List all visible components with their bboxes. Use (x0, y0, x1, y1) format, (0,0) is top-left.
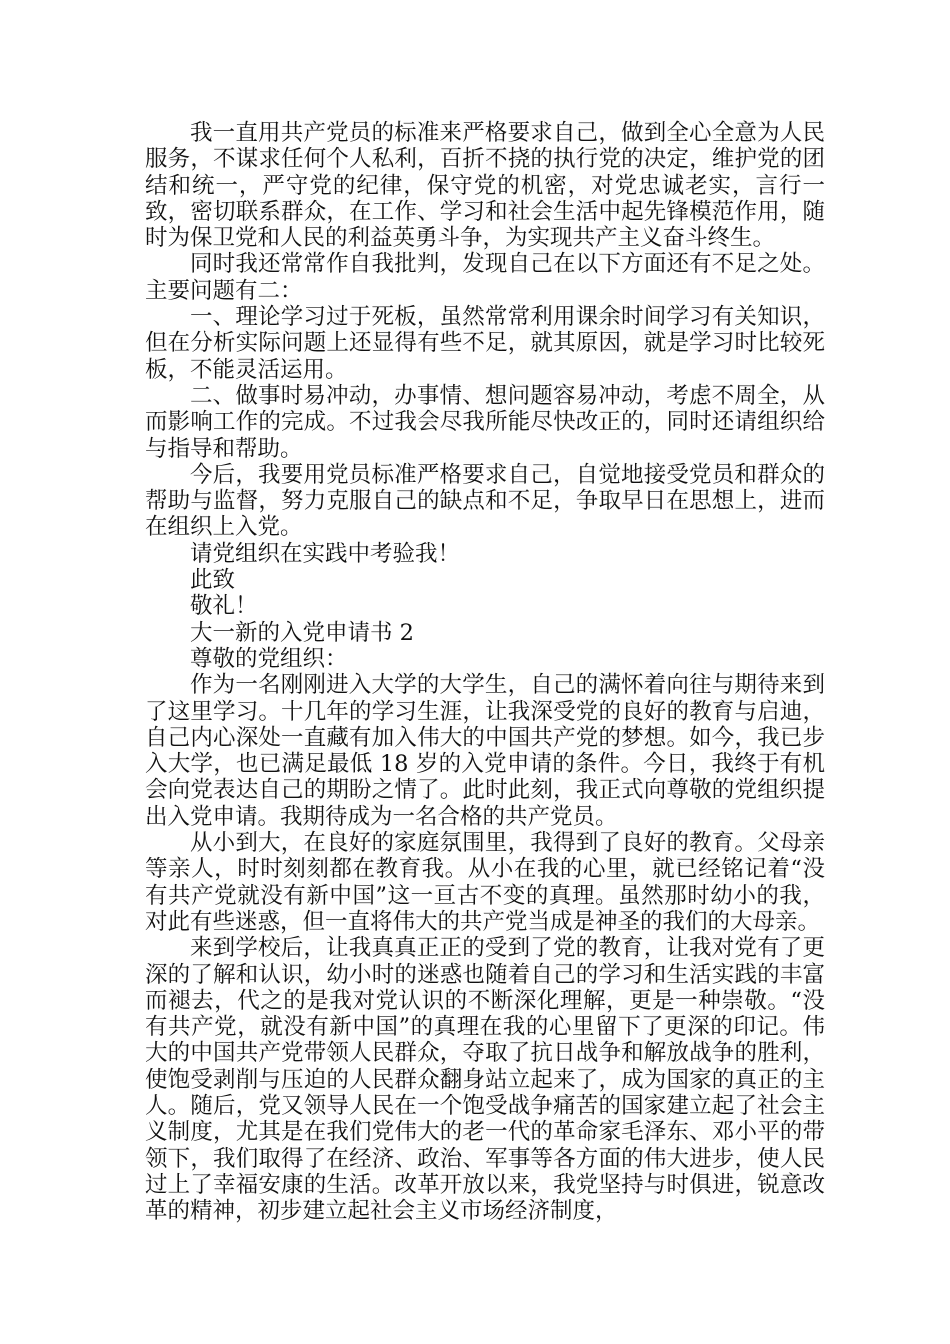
paragraph-introduction: 作为一名刚刚进入大学的大学生，自己的满怀着向往与期待来到了这里学习。十几年的学习生涯，让我深受党的良好的教育与启迪，自己内心深处一直藏有加入伟大的中国共产党的梦想。如今，我已步入大学，也已满足最低 18 岁的入党申请的条件。今日，我终于有机会向党表达自己的期盼之情了。此时此刻，我正式向尊敬的党组织提出入党申请。我期待成为一名合格的共产党员。 (145, 672, 825, 830)
greeting: 尊敬的党组织： (190, 645, 348, 672)
paragraph-self-criticism: 同时我还常常作自我批判，发现自己在以下方面还有不足之处。主要问题有二： (145, 251, 825, 304)
document-body (145, 120, 825, 1224)
paragraph-school-education: 来到学校后，让我真真正正的受到了党的教育，让我对党有了更深的了解和认识，幼小时的迷惑也随着自己的学习和生活实践的丰富而褪去，代之的是我对党认识的不断深化理解，更是一种崇敬。“没有共产党，就没有新中国”的真理在我的心里留下了更深的印记。伟大的中国共产党带领人民群众，夺取了抗日战争和解放战争的胜利，使饱受剥削与压迫的人民群众翻身站立起来了，成为国家的真正的主人。随后，党又领导人民在一个饱受战争痛苦的国家建立起了社会主义制度，尤其是在我们党伟大的老一代的革命家毛泽东、邓小平的带领下，我们取得了在经济、政治、军事等各方面的伟大进步，使人民过上了幸福安康的生活。改革开放以来，我党坚持与时俱进，锐意改革的精神，初步建立起社会主义市场经济制度， (145, 935, 825, 1225)
paragraph-self-requirement: 我一直用共产党员的标准来严格要求自己，做到全心全意为人民服务，不谋求任何个人私利，百折不挠的执行党的决定，维护党的团结和统一，严守党的纪律，保守党的机密，对党忠诚老实，言行一致，密切联系群众，在工作、学习和社会生活中起先锋模范作用，随时为保卫党和人民的利益英勇斗争，为实现共产主义奋斗终生。 (145, 120, 825, 252)
paragraph-request: 请党组织在实践中考验我！ (190, 540, 461, 567)
paragraph-problem-one: 一、理论学习过于死板，虽然常常利用课余时间学习有关知识，但在分析实际问题上还显得有些不足，就其原因，就是学习时比较死板，不能灵活运用。 (145, 304, 825, 383)
closing-salutation: 此致 (190, 567, 236, 594)
paragraph-childhood: 从小到大，在良好的家庭氛围里，我得到了良好的教育。父母亲等亲人，时时刻刻都在教育我。从小在我的心里，就已经铭记着“没有共产党就没有新中国”这一亘古不变的真理。虽然那时幼小的我，对此有些迷惑，但一直将伟大的共产党当成是神圣的我们的大母亲。 (145, 830, 825, 935)
paragraph-problem-two: 二、做事时易冲动，办事情、想问题容易冲动，考虑不周全，从而影响工作的完成。不过我会尽我所能尽快改正的，同时还请组织给与指导和帮助。 (145, 382, 825, 462)
closing-regards: 敬礼！ (190, 593, 258, 620)
section-title: 大一新的入党申请书 2 (190, 619, 414, 646)
paragraph-future-plan: 今后，我要用党员标准严格要求自己，自觉地接受党员和群众的帮助与监督，努力克服自己的缺点和不足，争取早日在思想上，进而在组织上入党。 (145, 461, 825, 541)
